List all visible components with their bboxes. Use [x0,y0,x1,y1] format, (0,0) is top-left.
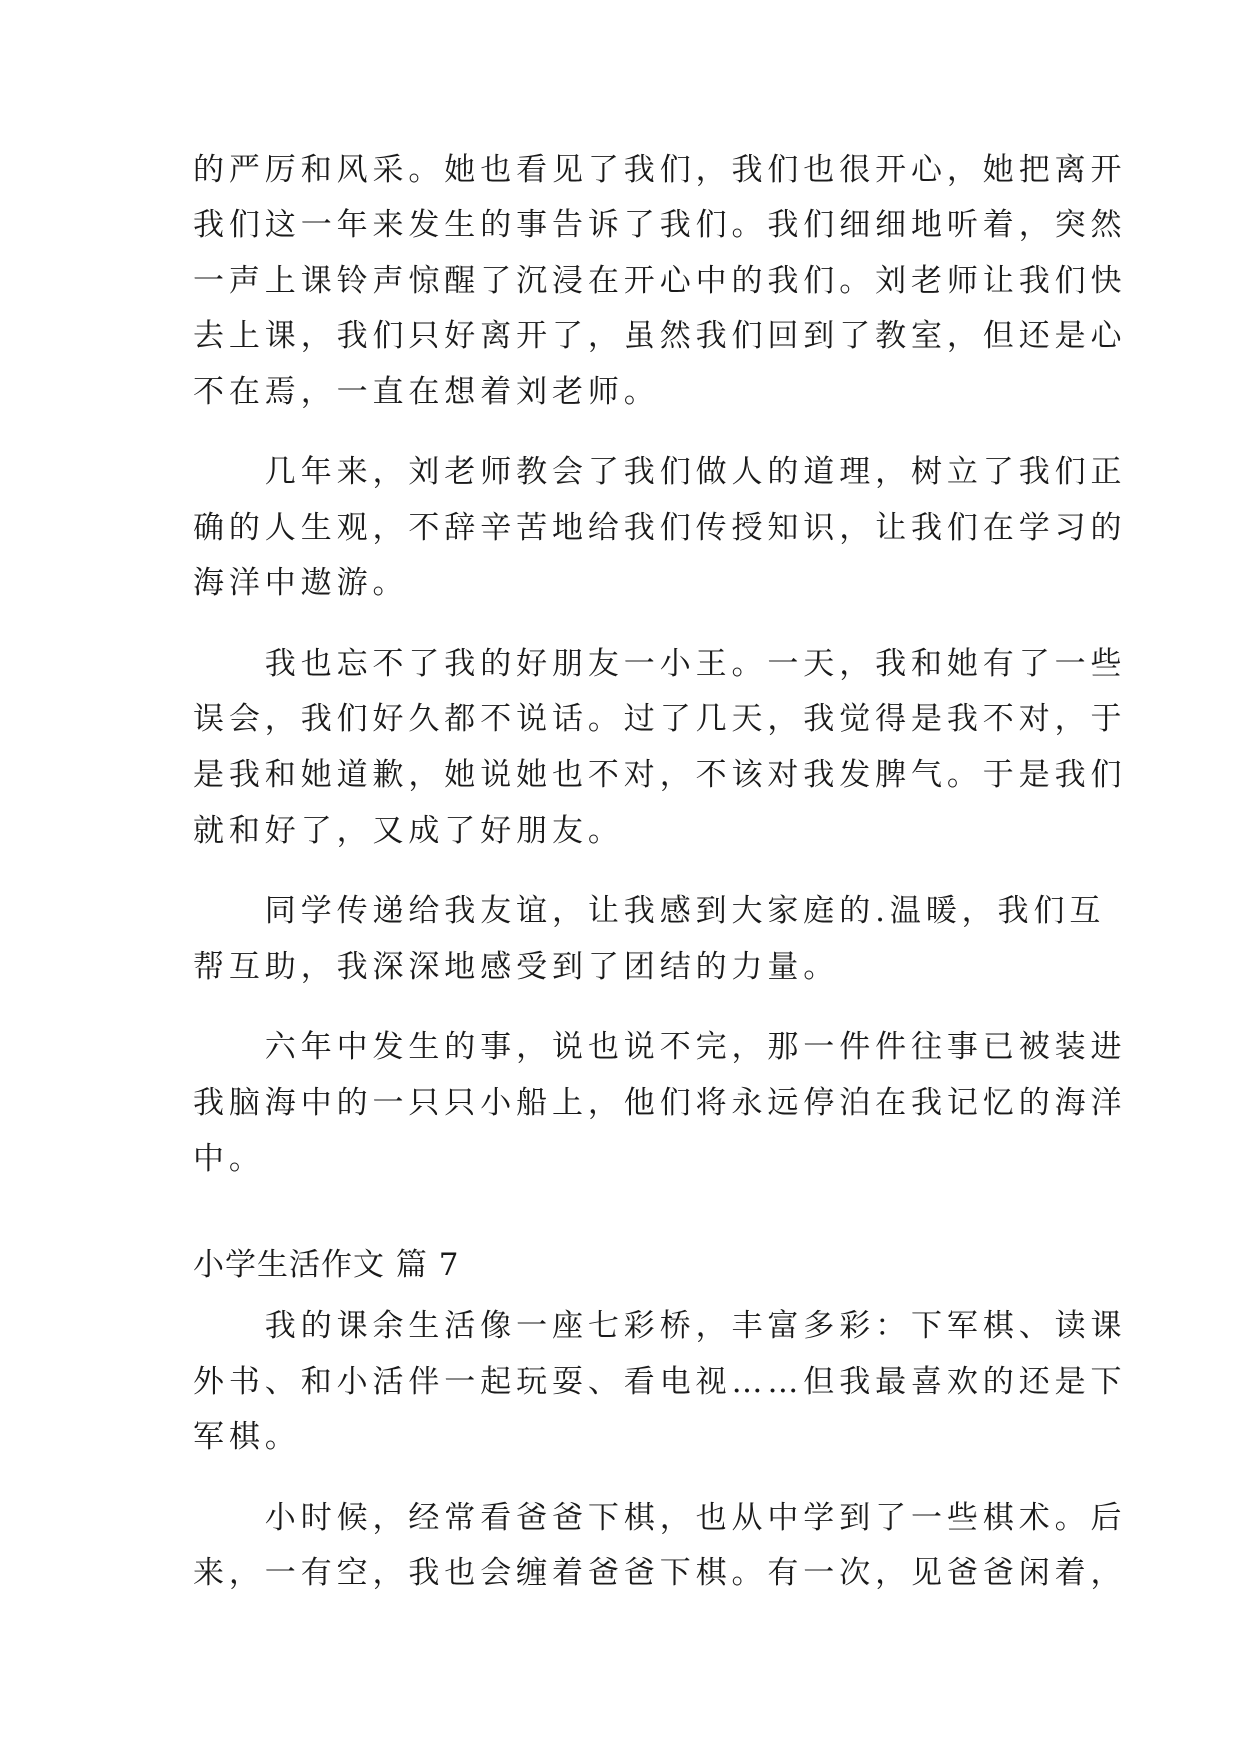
text-line: 我的课余生活像一座七彩桥，丰富多彩：下军棋、读课 [193,1308,1127,1344]
text-line: 是我和她道歉，她说她也不对，不该对我发脾气。于是我们 [193,757,1127,793]
text-line: 帮互助，我深深地感受到了团结的力量。 [193,949,840,985]
text-line: 误会，我们好久都不说话。过了几天，我觉得是我不对，于 [193,701,1127,737]
text-line: 来，一有空，我也会缠着爸爸下棋。有一次，见爸爸闲着， [193,1555,1127,1591]
text-line: 不在焉，一直在想着刘老师。 [193,374,660,410]
text-line: 就和好了，又成了好朋友。 [193,813,624,849]
text-line: 军棋。 [193,1419,301,1455]
text-line: 几年来，刘老师教会了我们做人的道理，树立了我们正 [193,454,1127,490]
text-line: 小时候，经常看爸爸下棋，也从中学到了一些棋术。后 [193,1500,1127,1536]
section-heading: 小学生活作文 篇 7 [193,1247,460,1283]
text-line: 我们这一年来发生的事告诉了我们。我们细细地听着，突然 [193,207,1127,243]
text-line: 确的人生观，不辞辛苦地给我们传授知识，让我们在学习的 [193,510,1127,546]
text-line: 我也忘不了我的好朋友一小王。一天，我和她有了一些 [193,646,1127,682]
text-line: 海洋中遨游。 [193,565,409,601]
text-line: 一声上课铃声惊醒了沉浸在开心中的我们。刘老师让我们快 [193,263,1127,299]
text-line: 我脑海中的一只只小船上，他们将永远停泊在我记忆的海洋 [193,1085,1127,1121]
text-line: 的严厉和风采。她也看见了我们，我们也很开心，她把离开 [193,152,1127,188]
text-line: 同学传递给我友谊，让我感到大家庭的.温暖，我们互 [193,893,1106,929]
text-line: 去上课，我们只好离开了，虽然我们回到了教室，但还是心 [193,318,1127,354]
text-line: 外书、和小活伴一起玩耍、看电视……但我最喜欢的还是下 [193,1364,1127,1400]
text-line: 中。 [193,1141,265,1177]
text-line: 六年中发生的事，说也说不完，那一件件往事已被装进 [193,1029,1127,1065]
